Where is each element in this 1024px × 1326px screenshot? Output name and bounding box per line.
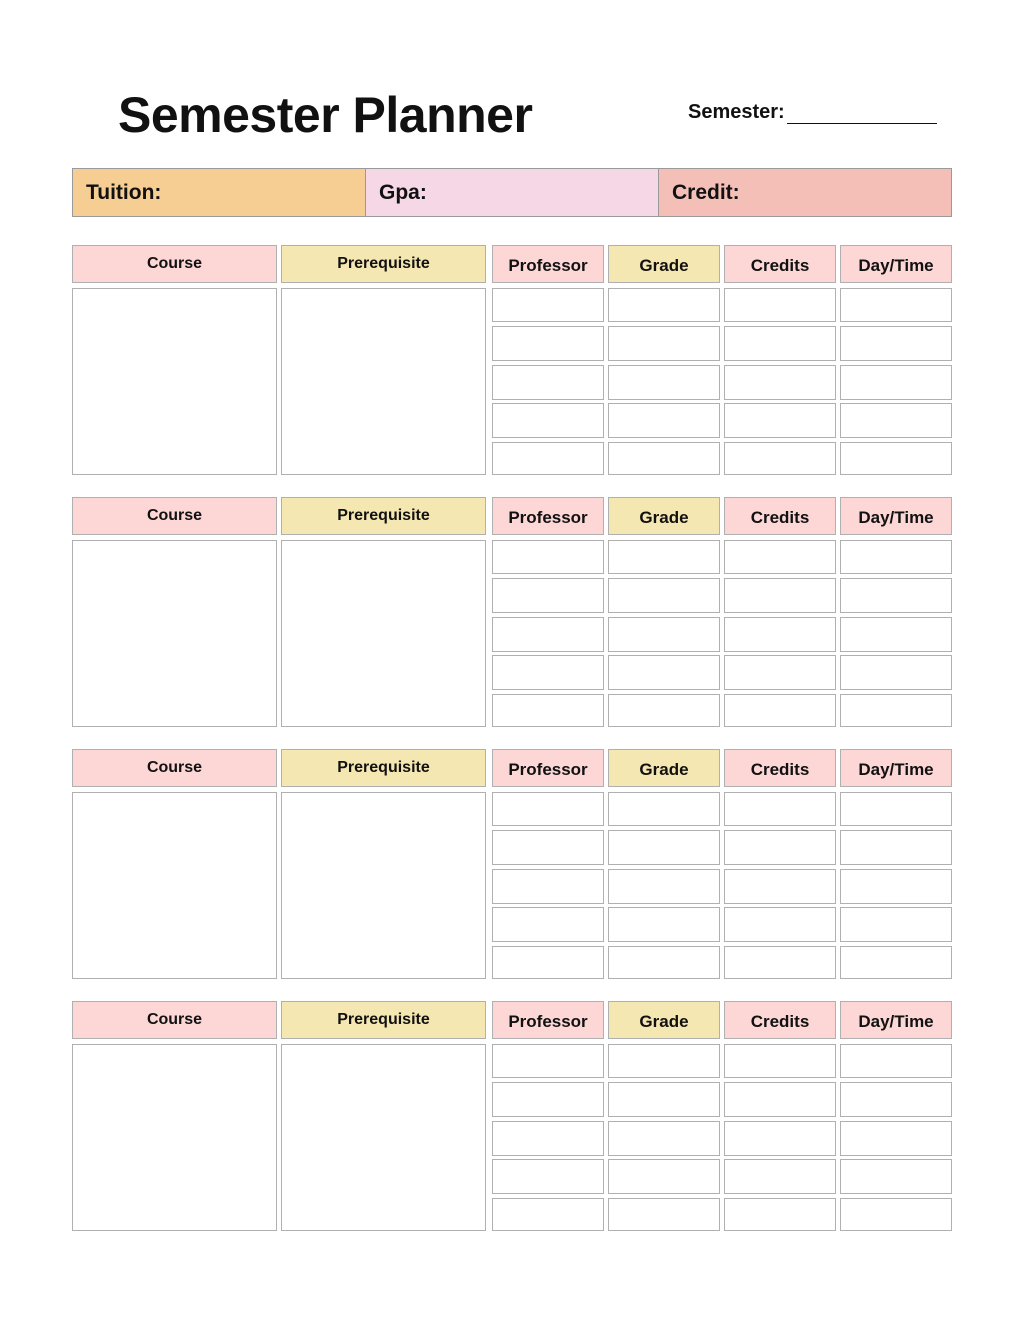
gpa-field[interactable] bbox=[365, 169, 658, 216]
professor-input[interactable] bbox=[492, 442, 604, 475]
credits-input[interactable] bbox=[724, 326, 836, 361]
prerequisite-header: Prerequisite bbox=[281, 497, 486, 535]
day-time-input[interactable] bbox=[840, 540, 952, 574]
course-block bbox=[72, 749, 952, 979]
semester-input-line[interactable] bbox=[787, 103, 937, 124]
credits-header: Credits bbox=[724, 497, 836, 535]
day-time-input[interactable] bbox=[840, 1159, 952, 1194]
grade-header: Grade bbox=[608, 245, 720, 283]
professor-input[interactable] bbox=[492, 617, 604, 652]
day-time-input[interactable] bbox=[840, 442, 952, 475]
semester-field[interactable] bbox=[688, 101, 937, 124]
professor-input[interactable] bbox=[492, 288, 604, 322]
credits-header: Credits bbox=[724, 245, 836, 283]
course-block bbox=[72, 1001, 952, 1231]
day-time-input[interactable] bbox=[840, 869, 952, 904]
page-title: Semester Planner bbox=[118, 87, 533, 143]
professor-header: Professor bbox=[492, 749, 604, 787]
grade-input[interactable] bbox=[608, 946, 720, 979]
credit-field[interactable] bbox=[658, 169, 951, 216]
grade-input[interactable] bbox=[608, 1198, 720, 1231]
grade-input[interactable] bbox=[608, 365, 720, 400]
course-header: Course bbox=[72, 749, 277, 787]
professor-input[interactable] bbox=[492, 1044, 604, 1078]
credits-input[interactable] bbox=[724, 578, 836, 613]
grade-input[interactable] bbox=[608, 1121, 720, 1156]
grade-input[interactable] bbox=[608, 694, 720, 727]
course-block bbox=[72, 245, 952, 475]
grade-header: Grade bbox=[608, 497, 720, 535]
course-block bbox=[72, 497, 952, 727]
day-time-input[interactable] bbox=[840, 403, 952, 438]
tuition-label: Tuition: bbox=[86, 180, 162, 204]
credits-input[interactable] bbox=[724, 830, 836, 865]
day-time-header: Day/Time bbox=[840, 245, 952, 283]
tuition-field[interactable] bbox=[73, 169, 365, 216]
professor-input[interactable] bbox=[492, 792, 604, 826]
credits-input[interactable] bbox=[724, 1082, 836, 1117]
grade-input[interactable] bbox=[608, 907, 720, 942]
credits-input[interactable] bbox=[724, 655, 836, 690]
course-header: Course bbox=[72, 1001, 277, 1039]
grade-input[interactable] bbox=[608, 655, 720, 690]
grade-input[interactable] bbox=[608, 442, 720, 475]
day-time-input[interactable] bbox=[840, 288, 952, 322]
credits-header: Credits bbox=[724, 1001, 836, 1039]
professor-input[interactable] bbox=[492, 578, 604, 613]
credits-input[interactable] bbox=[724, 1121, 836, 1156]
grade-input[interactable] bbox=[608, 869, 720, 904]
grade-input[interactable] bbox=[608, 288, 720, 322]
day-time-input[interactable] bbox=[840, 1121, 952, 1156]
grade-input[interactable] bbox=[608, 326, 720, 361]
credits-input[interactable] bbox=[724, 1044, 836, 1078]
grade-input[interactable] bbox=[608, 403, 720, 438]
professor-input[interactable] bbox=[492, 1121, 604, 1156]
prerequisite-header: Prerequisite bbox=[281, 1001, 486, 1039]
grade-input[interactable] bbox=[608, 578, 720, 613]
professor-input[interactable] bbox=[492, 1159, 604, 1194]
course-header: Course bbox=[72, 245, 277, 283]
day-time-header: Day/Time bbox=[840, 749, 952, 787]
day-time-input[interactable] bbox=[840, 326, 952, 361]
professor-input[interactable] bbox=[492, 830, 604, 865]
credits-input[interactable] bbox=[724, 792, 836, 826]
professor-input[interactable] bbox=[492, 326, 604, 361]
professor-input[interactable] bbox=[492, 1082, 604, 1117]
prerequisite-input[interactable] bbox=[281, 792, 486, 979]
day-time-header: Day/Time bbox=[840, 497, 952, 535]
day-time-input[interactable] bbox=[840, 655, 952, 690]
prerequisite-input[interactable] bbox=[281, 540, 486, 727]
professor-input[interactable] bbox=[492, 1198, 604, 1231]
credits-header: Credits bbox=[724, 749, 836, 787]
day-time-input[interactable] bbox=[840, 365, 952, 400]
credits-input[interactable] bbox=[724, 907, 836, 942]
professor-input[interactable] bbox=[492, 869, 604, 904]
day-time-input[interactable] bbox=[840, 792, 952, 826]
professor-input[interactable] bbox=[492, 946, 604, 979]
course-input[interactable] bbox=[72, 540, 277, 727]
professor-input[interactable] bbox=[492, 655, 604, 690]
credits-input[interactable] bbox=[724, 617, 836, 652]
day-time-input[interactable] bbox=[840, 1044, 952, 1078]
day-time-input[interactable] bbox=[840, 907, 952, 942]
grade-header: Grade bbox=[608, 1001, 720, 1039]
credits-input[interactable] bbox=[724, 869, 836, 904]
prerequisite-input[interactable] bbox=[281, 288, 486, 475]
course-input[interactable] bbox=[72, 1044, 277, 1231]
day-time-input[interactable] bbox=[840, 578, 952, 613]
credits-input[interactable] bbox=[724, 1198, 836, 1231]
professor-input[interactable] bbox=[492, 694, 604, 727]
professor-input[interactable] bbox=[492, 907, 604, 942]
grade-input[interactable] bbox=[608, 617, 720, 652]
day-time-input[interactable] bbox=[840, 1198, 952, 1231]
grade-input[interactable] bbox=[608, 540, 720, 574]
credits-input[interactable] bbox=[724, 442, 836, 475]
grade-input[interactable] bbox=[608, 830, 720, 865]
professor-header: Professor bbox=[492, 1001, 604, 1039]
professor-input[interactable] bbox=[492, 365, 604, 400]
prerequisite-header: Prerequisite bbox=[281, 749, 486, 787]
course-input[interactable] bbox=[72, 288, 277, 475]
credits-input[interactable] bbox=[724, 288, 836, 322]
professor-header: Professor bbox=[492, 497, 604, 535]
gpa-label: Gpa: bbox=[379, 180, 427, 204]
credits-input[interactable] bbox=[724, 946, 836, 979]
day-time-input[interactable] bbox=[840, 946, 952, 979]
credit-label: Credit: bbox=[672, 180, 740, 204]
grade-input[interactable] bbox=[608, 1159, 720, 1194]
grade-input[interactable] bbox=[608, 1082, 720, 1117]
grade-input[interactable] bbox=[608, 1044, 720, 1078]
prerequisite-input[interactable] bbox=[281, 1044, 486, 1231]
credits-input[interactable] bbox=[724, 1159, 836, 1194]
prerequisite-header: Prerequisite bbox=[281, 245, 486, 283]
semester-label: Semester: bbox=[688, 101, 785, 123]
grade-header: Grade bbox=[608, 749, 720, 787]
credits-input[interactable] bbox=[724, 694, 836, 727]
credits-input[interactable] bbox=[724, 403, 836, 438]
day-time-input[interactable] bbox=[840, 1082, 952, 1117]
professor-input[interactable] bbox=[492, 403, 604, 438]
grade-input[interactable] bbox=[608, 792, 720, 826]
day-time-input[interactable] bbox=[840, 694, 952, 727]
day-time-input[interactable] bbox=[840, 617, 952, 652]
course-input[interactable] bbox=[72, 792, 277, 979]
credits-input[interactable] bbox=[724, 365, 836, 400]
summary-bar bbox=[72, 168, 952, 217]
course-header: Course bbox=[72, 497, 277, 535]
credits-input[interactable] bbox=[724, 540, 836, 574]
day-time-header: Day/Time bbox=[840, 1001, 952, 1039]
professor-input[interactable] bbox=[492, 540, 604, 574]
professor-header: Professor bbox=[492, 245, 604, 283]
day-time-input[interactable] bbox=[840, 830, 952, 865]
